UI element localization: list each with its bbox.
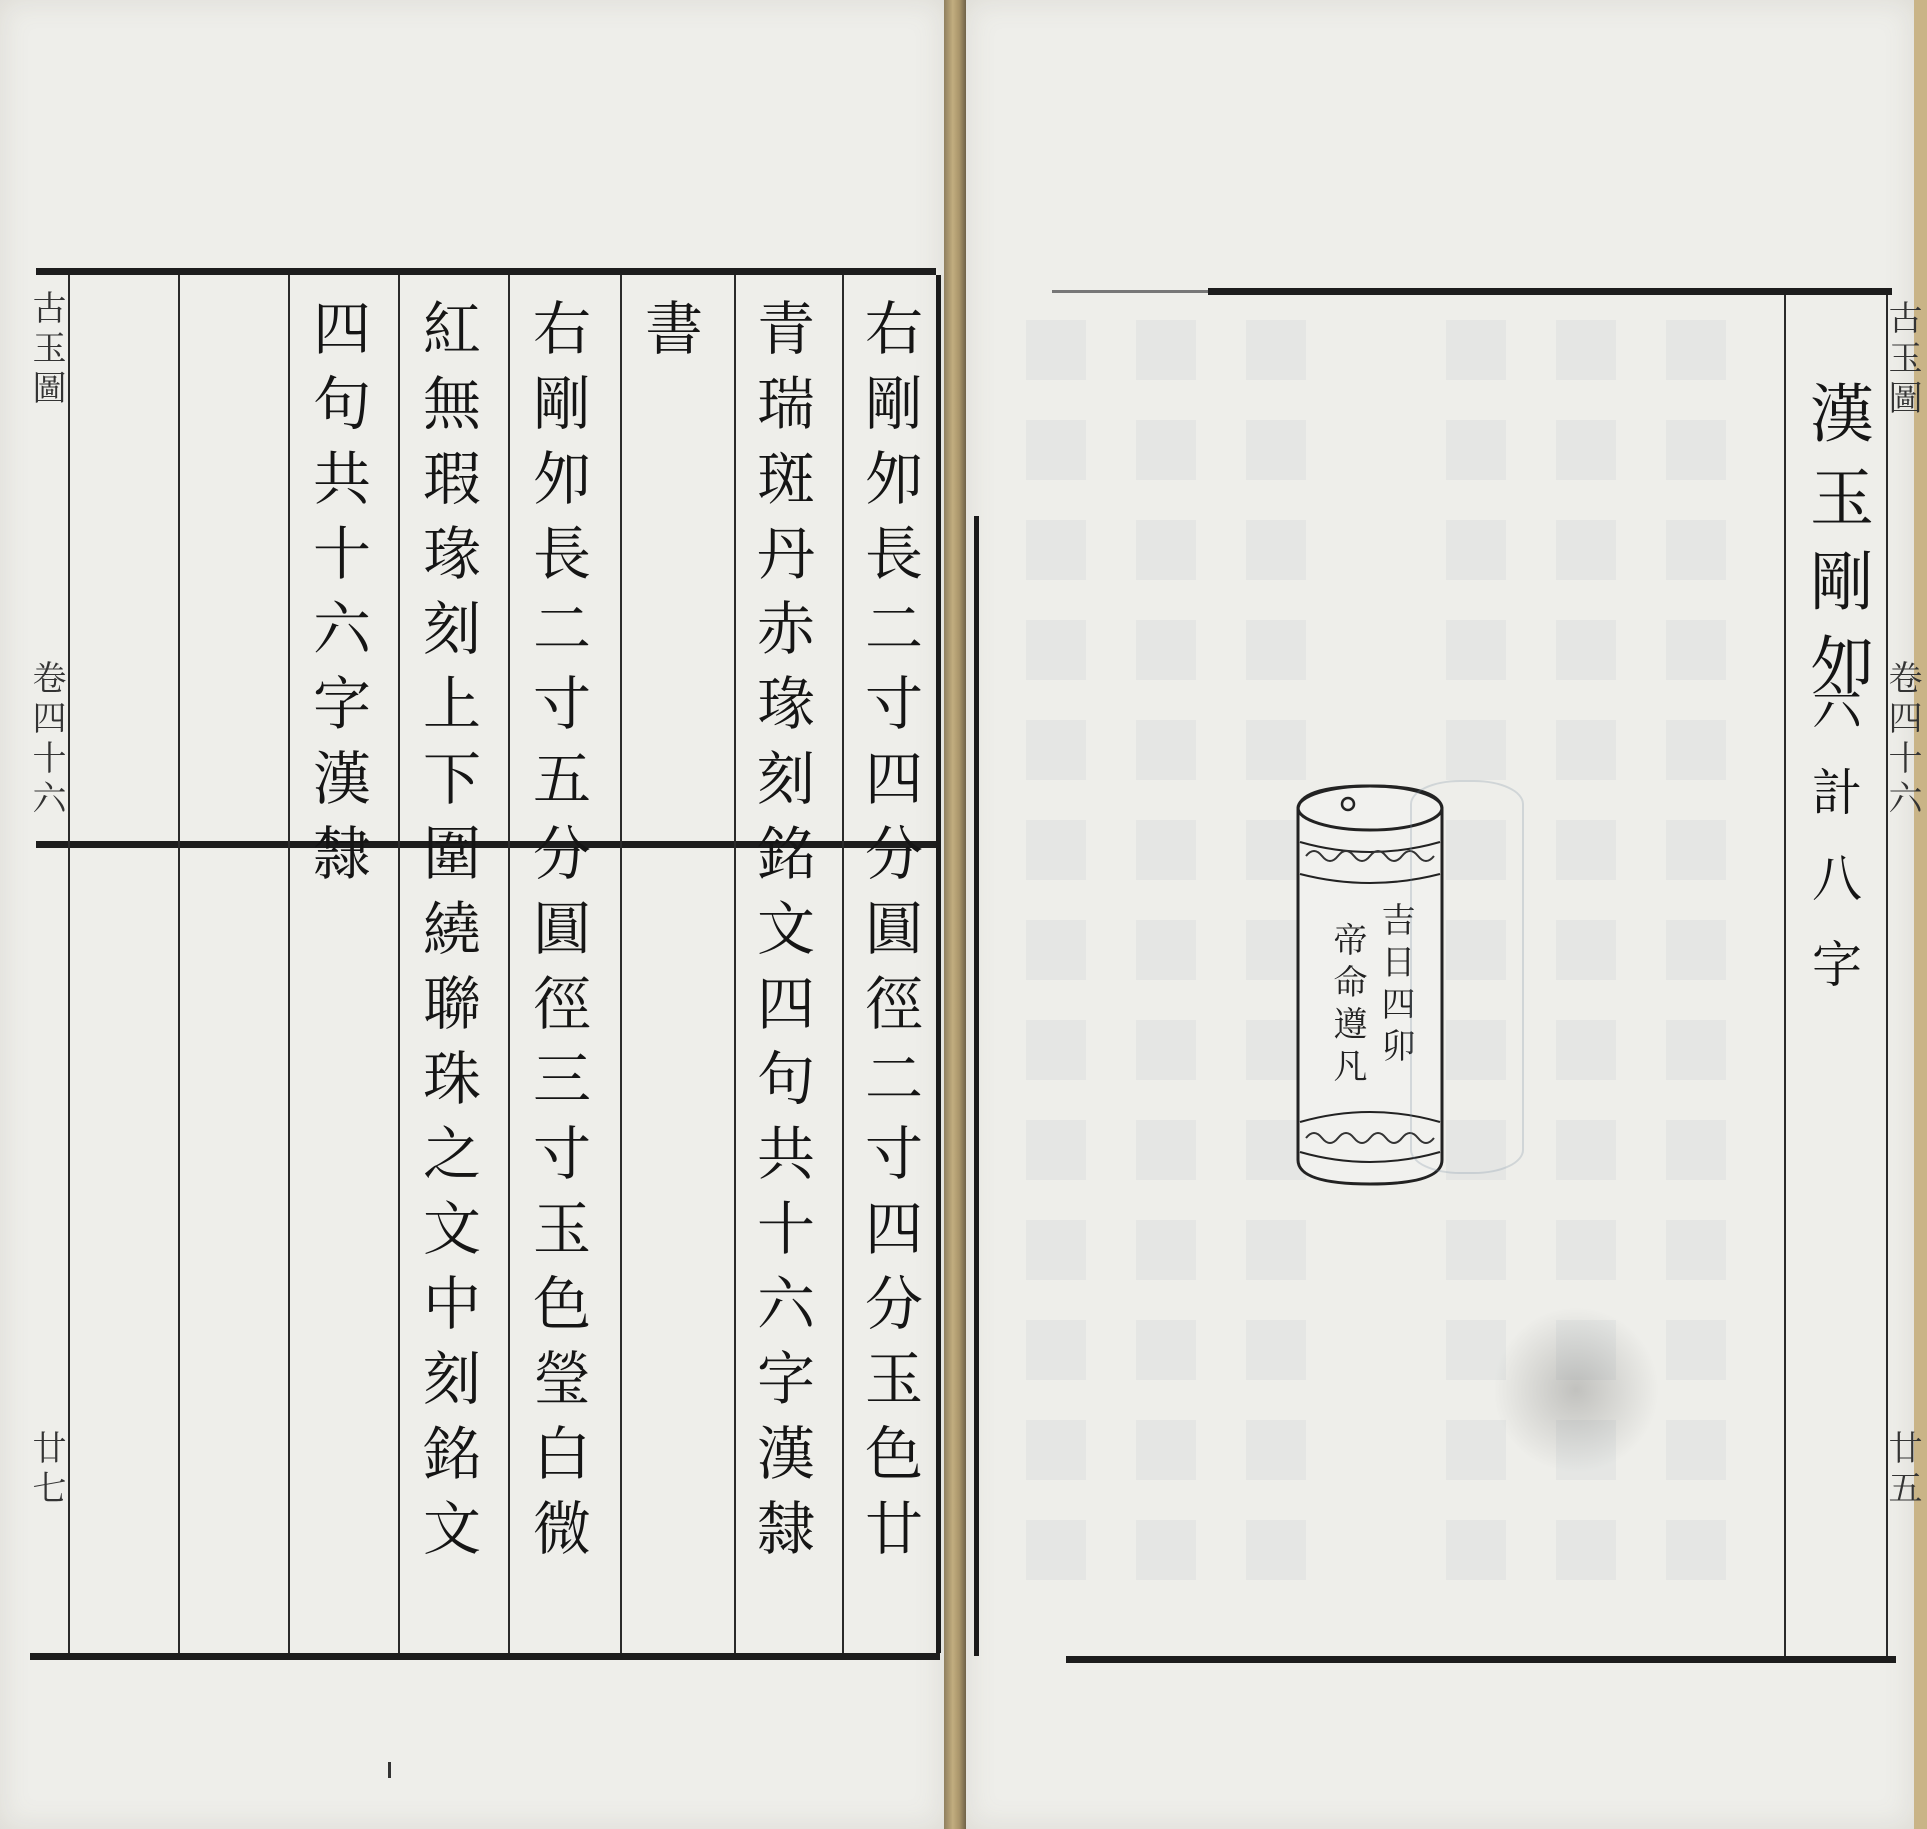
right-margin-title: 古玉圖: [1882, 300, 1922, 420]
left-col-rule: [620, 275, 622, 1653]
left-col-rule: [508, 275, 510, 1653]
left-margin-title: 古玉圖: [26, 290, 66, 410]
left-margin-page-number: 廿七: [26, 1430, 66, 1510]
seal-inscription-column-2: 帝命遵凡: [1327, 922, 1367, 1090]
right-top-rule-faint: [1052, 290, 1208, 293]
text-column: 書: [635, 298, 703, 373]
text-column: 右剛夘長二寸四分圓徑二寸四分玉色廿: [855, 298, 923, 1573]
right-margin-volume: 卷四十六: [1882, 660, 1922, 820]
text-column: 紅無瑕瑑刻上下圍繞聯珠之文中刻銘文: [413, 298, 481, 1573]
ink-smudge: [1486, 1300, 1666, 1480]
left-top-rule: [36, 268, 936, 275]
left-col-rule: [842, 275, 844, 1653]
right-margin-page-number: 廿五: [1882, 1430, 1922, 1510]
item-title: 漢玉剛夘: [1799, 380, 1873, 716]
bleed-through-seal: [1410, 780, 1524, 1174]
left-col-rule: [178, 275, 180, 1653]
ink-speck: [388, 1762, 391, 1778]
left-page: [0, 0, 944, 1829]
right-top-rule: [1208, 288, 1892, 295]
character-count-note: 六計八字: [1804, 680, 1862, 1024]
text-column: 右剛夘長二寸五分圓徑三寸玉色瑩白微: [523, 298, 591, 1573]
left-col-rule: [398, 275, 400, 1653]
bleed-through-text: [1136, 320, 1196, 1620]
left-outer-rule: [936, 275, 941, 1653]
text-column: 青瑞斑丹赤瑑刻銘文四句共十六字漢隸: [747, 298, 815, 1573]
left-col-rule: [288, 275, 290, 1653]
left-margin-volume: 卷四十六: [26, 660, 66, 820]
right-col-rule: [1784, 295, 1786, 1656]
left-bottom-rule: [30, 1653, 940, 1660]
right-bottom-rule: [1066, 1656, 1896, 1663]
bleed-through-text: [1026, 320, 1086, 1620]
right-inner-rule: [974, 516, 979, 1656]
seal-inscription-column-1: 吉日四卯: [1375, 902, 1415, 1070]
left-col-rule: [734, 275, 736, 1653]
bleed-through-text: [1666, 320, 1726, 1620]
text-column: 四句共十六字漢隸: [303, 298, 371, 898]
book-gutter: [944, 0, 966, 1829]
